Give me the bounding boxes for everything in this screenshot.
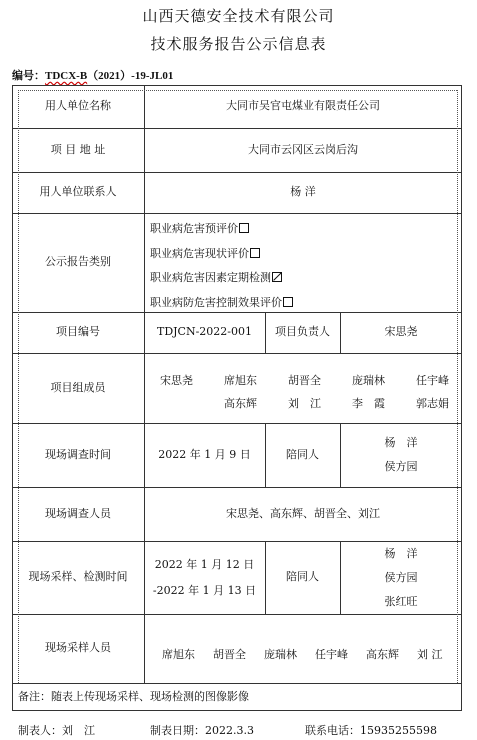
footer-maker: 制表人：刘 江 bbox=[18, 724, 95, 737]
label-project-leader: 项目负责人 bbox=[275, 325, 330, 339]
label-survey-time: 现场调查时间 bbox=[45, 447, 111, 461]
team-member: 刘 江 bbox=[288, 397, 321, 410]
label-sampling-companion: 陪同人 bbox=[286, 570, 319, 584]
category-option-label: 职业病危害现状评价 bbox=[150, 246, 249, 260]
label-team: 项目组成员 bbox=[50, 380, 106, 394]
label-contact: 用人单位联系人 bbox=[39, 185, 117, 199]
value-project-number: TDJCN-2022-001 bbox=[156, 325, 253, 339]
sampling-date-end: -2022 年 1 月 13 日 bbox=[152, 583, 257, 597]
value-sampling-staff bbox=[162, 646, 443, 662]
label-client: 用人单位名称 bbox=[45, 99, 111, 113]
title-form: 技术服务报告公示信息表 bbox=[150, 35, 327, 53]
label-sampling-time: 现场采样、检测时间 bbox=[28, 570, 128, 584]
companion-name: 杨 洋 bbox=[384, 436, 418, 449]
sampling-staff-name: 刘 江 bbox=[417, 648, 443, 661]
companion-name: 张红旺 bbox=[384, 594, 418, 608]
sampling-staff-name: 席旭东 bbox=[162, 648, 195, 661]
category-option-label: 职业病危害预评价 bbox=[150, 222, 238, 235]
category-option[interactable] bbox=[150, 247, 293, 272]
companion-name: 侯方园 bbox=[384, 570, 418, 584]
team-member: 宋思尧 bbox=[160, 374, 193, 387]
doc-number-code: TDCX-B bbox=[45, 70, 88, 82]
sampling-date-start: 2022 年 1 月 12 日 bbox=[154, 557, 255, 571]
category-option-label: 职业病危害因素定期检测 bbox=[150, 271, 271, 284]
checkbox-icon[interactable] bbox=[283, 297, 293, 307]
team-member: 任宇峰 bbox=[416, 374, 449, 387]
label-project-number: 项目编号 bbox=[56, 325, 100, 339]
value-survey-time: 2022 年 1 月 9 日 bbox=[158, 447, 251, 461]
team-member: 胡晋全 bbox=[288, 374, 321, 387]
label-survey-companion: 陪同人 bbox=[286, 447, 319, 461]
value-sampling-companions bbox=[340, 541, 462, 614]
team-member: 李 霞 bbox=[352, 397, 385, 410]
checkbox-checked-icon[interactable] bbox=[272, 272, 282, 282]
companion-name: 杨 洋 bbox=[384, 546, 418, 560]
checkbox-icon[interactable] bbox=[250, 248, 260, 258]
value-address: 大同市云冈区云岗后沟 bbox=[248, 142, 358, 156]
value-project-leader: 宋思尧 bbox=[384, 325, 418, 339]
value-survey-companions bbox=[340, 423, 462, 487]
team-line-2 bbox=[224, 395, 449, 411]
sampling-staff-name: 庞瑞林 bbox=[264, 648, 297, 661]
value-client: 大同市吴官屯煤业有限责任公司 bbox=[226, 99, 380, 113]
companion-name: 侯方园 bbox=[384, 460, 418, 473]
team-member: 高东辉 bbox=[224, 397, 257, 410]
team-line-1 bbox=[160, 372, 449, 388]
label-sampling-staff: 现场采样人员 bbox=[45, 641, 111, 655]
category-options bbox=[150, 222, 293, 320]
checkbox-icon[interactable] bbox=[239, 223, 249, 233]
value-sampling-time bbox=[144, 541, 265, 614]
value-contact: 杨 洋 bbox=[290, 185, 316, 199]
title-company: 山西天德安全技术有限公司 bbox=[142, 7, 335, 25]
team-member: 庞瑞林 bbox=[352, 374, 385, 387]
value-survey-staff: 宋思尧、高东辉、胡晋全、刘江 bbox=[226, 506, 380, 520]
category-option[interactable] bbox=[150, 271, 293, 296]
doc-number bbox=[12, 67, 173, 83]
remark: 备注：随表上传现场采样、现场检测的图像影像 bbox=[18, 689, 249, 703]
label-address: 项 目 地 址 bbox=[50, 142, 106, 156]
sampling-staff-name: 高东辉 bbox=[366, 648, 399, 661]
sampling-staff-name: 胡晋全 bbox=[213, 648, 246, 661]
label-survey-staff: 现场调查人员 bbox=[45, 506, 111, 520]
sampling-staff-name: 任宇峰 bbox=[315, 648, 348, 661]
label-category: 公示报告类别 bbox=[45, 255, 111, 269]
footer-phone: 联系电话：15935255598 bbox=[305, 724, 437, 737]
doc-number-label: 编号： bbox=[12, 70, 45, 82]
team-member: 席旭东 bbox=[224, 374, 257, 387]
category-option-label: 职业病防危害控制效果评价 bbox=[150, 295, 282, 309]
team-member: 郭志娟 bbox=[416, 397, 449, 410]
footer-date: 制表日期：2022.3.3 bbox=[150, 724, 254, 737]
doc-number-suffix: （2021）-19-JL01 bbox=[87, 70, 174, 82]
category-option[interactable] bbox=[150, 222, 293, 247]
